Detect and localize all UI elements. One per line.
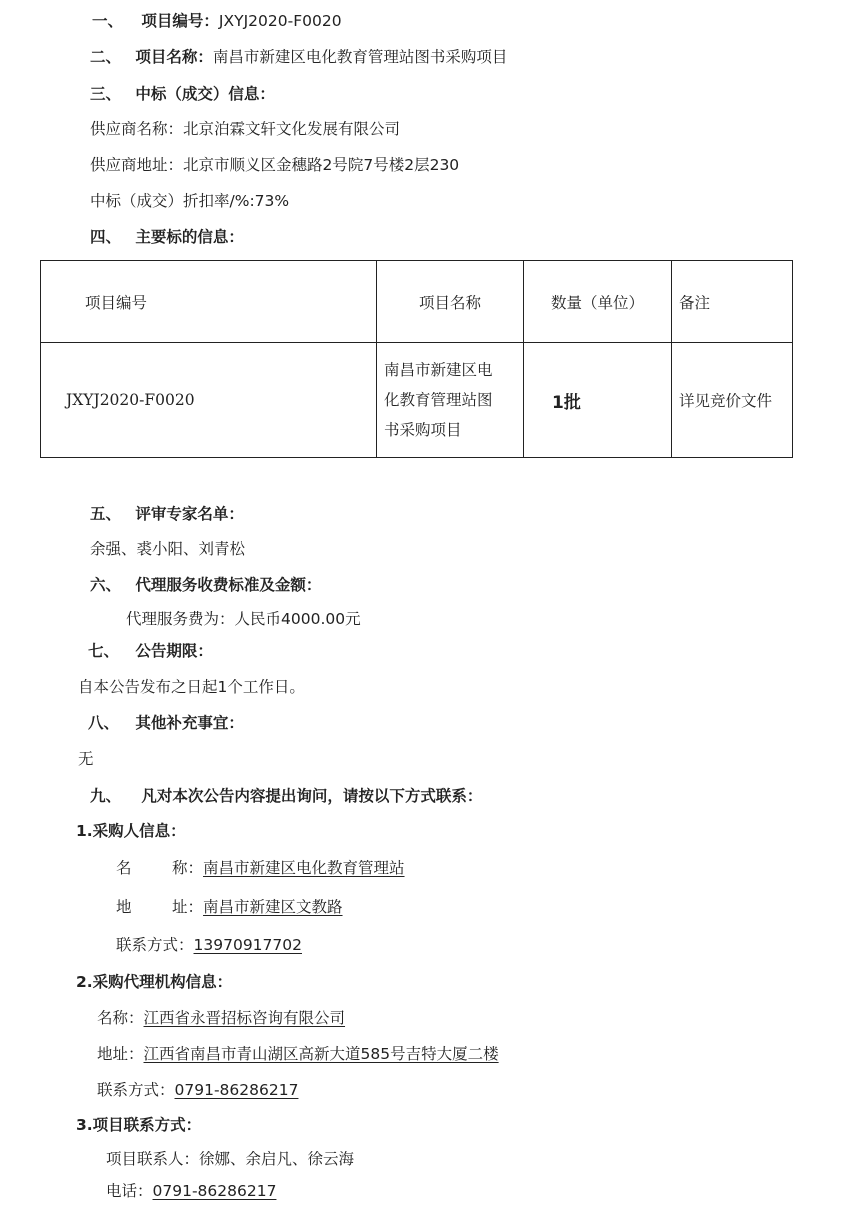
agency-name: 江西省永晋招标咨询有限公司 [143,1009,346,1027]
section-label: 公告期限： [135,642,213,660]
other-matters: 无 [78,750,94,768]
section-3-heading [90,83,275,105]
purchaser-phone: 13970917702 [193,936,302,954]
label: 联系方式： [97,1081,175,1099]
label: 名称： [97,1009,144,1027]
section-label: 项目名称： [135,48,213,66]
section-number: 七、 [88,642,120,660]
section-number: 六、 [90,576,122,594]
expert-list: 余强、裘小阳、刘青松 [90,540,246,558]
section-label: 评审专家名单： [135,505,244,523]
discount-rate: 中标（成交）折扣率/%:73% [90,192,290,210]
agency-contact-row [97,1079,298,1101]
section-number: 三、 [90,85,122,103]
agency-heading: 2.采购代理机构信息： [76,973,233,991]
section-2-heading [90,46,507,68]
section-label: 凡对本次公告内容提出询问，请按以下方式联系： [141,787,483,805]
section-number: 一、 [92,12,124,30]
row-project-name-line: 化教育管理站图 [384,391,493,409]
label: 电话： [106,1182,153,1200]
section-label: 项目编号： [141,12,219,30]
label: 名 [116,859,132,877]
header-project-name: 项目名称 [377,261,524,343]
purchaser-name: 南昌市新建区电化教育管理站 [203,859,405,877]
header-project-code: 项目编号 [41,261,377,343]
project-contact-heading: 3.项目联系方式： [76,1116,202,1134]
header-remarks: 备注 [672,261,793,343]
agency-address-row [97,1043,499,1065]
header-quantity: 数量（单位） [524,261,672,343]
supplier-address: 供应商地址：北京市顺义区金穗路2号院7号楼2层230 [90,156,460,174]
label: 地址： [97,1045,144,1063]
label: 地 [116,898,132,916]
row-quantity: 1批 [524,343,672,458]
contact-persons: 徐娜、余启凡、徐云海 [199,1150,355,1168]
section-number: 五、 [90,505,122,523]
table-row [41,343,793,458]
section-5-heading [90,503,244,525]
supplier-name: 供应商名称：北京泊霖文轩文化发展有限公司 [90,120,401,138]
section-label: 其他补充事宜： [135,714,244,732]
section-8-heading [88,712,244,734]
row-remarks: 详见竞价文件 [672,343,793,458]
section-6-heading [90,574,321,596]
section-label: 中标（成交）信息： [135,85,275,103]
section-7-heading [88,640,213,662]
section-label: 代理服务收费标准及金额： [135,576,322,594]
section-1-heading [92,10,342,32]
label: 联系方式： [116,936,194,954]
project-name: 南昌市新建区电化教育管理站图书采购项目 [212,48,508,66]
purchaser-address: 南昌市新建区文教路 [203,898,343,916]
label: 项目联系人： [106,1150,200,1168]
row-project-name [377,343,524,458]
row-project-code: JXYJ2020-F0020 [41,343,377,458]
purchaser-address-row [116,896,343,918]
purchaser-contact-row [116,934,302,956]
section-4-heading [90,226,244,248]
notice-period: 自本公告发布之日起1个工作日。 [78,678,305,696]
agency-name-row [97,1007,345,1029]
items-table [40,260,793,458]
section-number: 九、 [90,787,122,805]
agency-fee: 代理服务费为：人民币4000.00元 [126,610,361,628]
project-code: JXYJ2020-F0020 [218,12,342,30]
label: 称： [172,859,204,877]
table-header-row [41,261,793,343]
section-number: 四、 [90,228,122,246]
purchaser-heading: 1.采购人信息： [76,822,186,840]
project-contact-persons-row [106,1148,354,1170]
section-number: 二、 [90,48,122,66]
agency-address: 江西省南昌市青山湖区高新大道585号吉特大厦二楼 [143,1045,499,1063]
row-project-name-line: 书采购项目 [384,421,462,439]
section-9-heading [90,785,482,807]
section-number: 八、 [88,714,120,732]
section-label: 主要标的信息： [135,228,244,246]
purchaser-name-row [116,857,405,879]
label: 址： [172,898,204,916]
project-phone: 0791-86286217 [152,1182,277,1200]
agency-phone: 0791-86286217 [174,1081,299,1099]
project-contact-phone-row [106,1180,276,1202]
row-project-name-line: 南昌市新建区电 [384,361,493,379]
